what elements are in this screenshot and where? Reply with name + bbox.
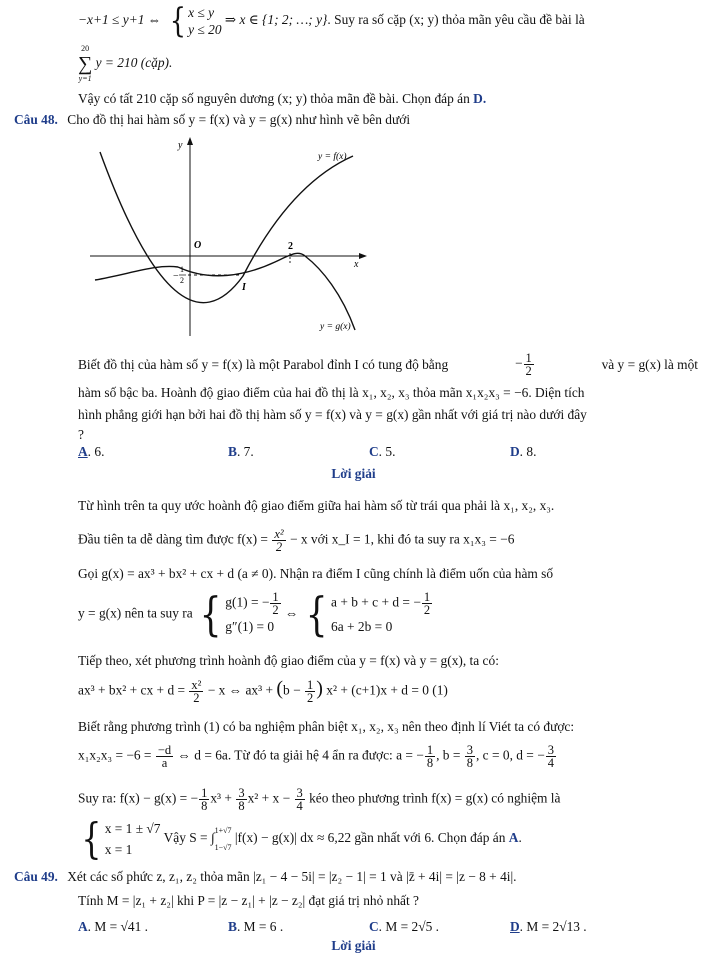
option-key: D xyxy=(510,919,520,934)
sol6-d: x² + (c+1)x + d = 0 (1) xyxy=(326,682,448,698)
option-text: . M = √41 . xyxy=(87,919,148,934)
q48-text-1 xyxy=(78,352,698,377)
sol8-b: ⇔ d = 6a. Từ đó ta giải hệ 4 ẩn ra được: a = − xyxy=(177,747,424,763)
option-key: B xyxy=(228,444,237,459)
curve-f xyxy=(100,152,353,303)
q48-option-d[interactable] xyxy=(510,443,536,461)
system-2-left: { g(1) = − $\frac{1}{2}$ g″(1) = 0 xyxy=(196,591,282,638)
sol-line-7 xyxy=(78,718,574,736)
y-axis-arrow xyxy=(187,137,193,145)
conclusion-answer: D. xyxy=(473,91,487,106)
sol-line-10: { x = 1 ± √7 x = 1 Vậy S = ∫ 1+√7 1−√7 |f(x) − g(x)| dx ≈ 6,22 gần nhất với 6. Chọn đáp án A. xyxy=(78,818,522,860)
curve-g-left xyxy=(95,266,178,280)
top-conclusion xyxy=(78,90,486,108)
integral-bounds: 1+√7 1−√7 xyxy=(214,826,232,852)
q48-text4: ? xyxy=(78,427,84,442)
q48-label: Câu 48. xyxy=(14,112,58,127)
label-origin: O xyxy=(194,240,202,251)
label-y: y xyxy=(178,140,183,151)
frac-3-4: $\frac{3}{4}$ xyxy=(296,786,303,813)
sys2-row: g″(1) = 0 xyxy=(225,619,275,634)
sol9-d: kéo theo phương trình f(x) = g(x) có nghiệm là xyxy=(309,790,561,806)
sum-lower: y=1 xyxy=(78,74,92,83)
sol6-b: − x ⇔ ax³ + xyxy=(207,682,273,698)
label-half-den: 2 xyxy=(180,276,184,285)
q48-text1-end: và y = g(x) là một xyxy=(601,356,698,372)
sol10-answer: A xyxy=(508,830,519,846)
option-key: D xyxy=(510,444,520,459)
option-text: . M = 2√13 . xyxy=(519,919,587,934)
system-1: { x ≤ y y ≤ 20 xyxy=(169,1,222,41)
sol8-c: , b = xyxy=(436,747,461,763)
q49-solution-title: Lời giải xyxy=(331,938,376,953)
sys2-row: a + b + c + d = − $\frac{1}{2}$ xyxy=(331,590,431,617)
sol6-a: ax³ + bx² + cx + d = xyxy=(78,682,186,698)
q48-text1-frac xyxy=(515,352,535,377)
top-end: . Suy ra số cặp (x; y) thỏa mãn yêu cầu đề bài là xyxy=(327,12,585,28)
frac-b: $\frac{3}{8}$ xyxy=(466,743,473,770)
sol9-b: x³ + xyxy=(210,790,232,806)
option-key: C xyxy=(369,444,379,459)
option-text: . 8. xyxy=(519,444,537,459)
sol8-a: x₁x₂x₃ = −6 = xyxy=(78,747,152,763)
q48-text-3 xyxy=(78,406,587,424)
sol2-a: Đầu tiên ta dễ dàng tìm được f(x) = xyxy=(78,531,268,547)
q49-option-b[interactable] xyxy=(228,918,283,936)
q49-option-a[interactable] xyxy=(78,918,148,936)
frac-x2-2: $\frac{\text{x²}}{2}$ xyxy=(274,527,284,554)
sol-line-3 xyxy=(78,565,553,583)
label-half-num: 1 xyxy=(180,265,184,274)
sol-line-8 xyxy=(78,744,557,769)
frac-3-8: $\frac{3}{8}$ xyxy=(238,786,245,813)
frac-a: $\frac{1}{8}$ xyxy=(426,743,434,770)
sol10-b: |f(x) − g(x)| dx ≈ 6,22 gần nhất với 6. Chọn đáp án xyxy=(234,830,506,846)
label-x: x xyxy=(354,259,359,270)
sys3-row: x = 1 ± √7 xyxy=(104,821,161,836)
top-ineq: −x+1 ≤ y+1 ⇔ xyxy=(78,12,162,28)
q49-option-c[interactable] xyxy=(369,918,439,936)
system-3: { x = 1 ± √7 x = 1 xyxy=(81,814,161,863)
frac-x2-2b: $\frac{\text{x²}}{2}$ xyxy=(191,678,202,705)
option-key: A xyxy=(78,919,88,934)
frac-half: $\frac{1}{2}$ xyxy=(525,351,532,378)
sol6-c: b − xyxy=(283,682,301,698)
top-mid: ⇒ x ∈ {1; 2; …; y} xyxy=(224,12,328,28)
sol4-a: y = g(x) nên ta suy ra xyxy=(78,605,193,621)
sol-line-6: ax³ + bx² + cx + d = $\frac{\text{x²}}{2}$ − x ⇔ ax³ + (b − $\frac{1}{2}$ ) x² + (c+1)x + d = 0 (1) xyxy=(78,677,448,705)
option-text: . 6. xyxy=(87,444,105,459)
system-1-row: x ≤ y xyxy=(188,5,215,20)
sol2-b: − x với x_I = 1, khi đó ta suy ra x₁x₃ = −6 xyxy=(289,531,515,547)
label-vertex: I xyxy=(242,282,246,293)
option-text: . 7. xyxy=(236,444,254,459)
q48-text-2 xyxy=(78,384,584,402)
sol5: Tiếp theo, xét phương trình hoành độ giao điểm của y = f(x) và y = g(x), ta có: xyxy=(78,653,499,668)
option-key: B xyxy=(228,919,237,934)
option-text: . M = 6 . xyxy=(236,919,284,934)
frac-1-8: $\frac{1}{8}$ xyxy=(201,786,208,813)
q48-option-c[interactable] xyxy=(369,443,395,461)
sum-upper: 20 xyxy=(81,44,90,53)
sum-symbol: 20 ∑ y=1 xyxy=(78,44,93,83)
q49-option-d[interactable] xyxy=(510,918,587,936)
x-axis-arrow xyxy=(359,253,367,259)
system-2-right: { a + b + c + d = − $\frac{1}{2}$ 6a + 2b = 0 xyxy=(302,591,433,638)
q49-line-2 xyxy=(78,892,419,910)
q49-stem: Xét các số phức z, z₁, z₂ thỏa mãn |z₁ − 4 − 5i| = |z₂ − 1| = 1 và |z̄ + 4i| = |z − 8 + 4i|. xyxy=(67,869,517,884)
sol-line-9 xyxy=(78,787,560,812)
top-line-1 xyxy=(78,1,698,41)
system-1-row: y ≤ 20 xyxy=(188,22,222,37)
sol-line-5 xyxy=(78,652,499,670)
sol9-c: x² + x − xyxy=(247,790,291,806)
option-key: C xyxy=(369,919,379,934)
q48-header xyxy=(14,111,410,129)
sys3-row: x = 1 xyxy=(104,842,133,857)
option-key: A xyxy=(78,444,88,459)
conclusion-text: Vậy có tất 210 cặp số nguyên dương (x; y) thỏa mãn đề bài. Chọn đáp án xyxy=(78,91,470,106)
q48-text1: Biết đồ thị của hàm số y = f(x) là một Parabol đỉnh I có tung độ bằng xyxy=(78,356,449,372)
sol8-d: , c = 0, d = − xyxy=(475,747,545,763)
q48-text2: hàm số bậc ba. Hoành độ giao điểm của hai đồ thị là x₁, x₂, x₃ thỏa mãn x₁x₂x₃ = −6. Diện tích xyxy=(78,385,585,400)
q48-option-a[interactable] xyxy=(78,443,104,461)
option-text: . M = 2√5 . xyxy=(378,919,439,934)
sol-line-4: y = g(x) nên ta suy ra { g(1) = − $\frac{1}{2}$ g″(1) = 0 ⇔ { a + b + c + d = − $\frac{1}{2}$ 6a + 2b = 0 xyxy=(78,591,433,638)
label-half-sign: − xyxy=(173,271,179,282)
q49-text2: Tính M = |z₁ + z₂| khi P = |z − z₁| + |z − z₂| đạt giá trị nhỏ nhất ? xyxy=(78,893,419,908)
frac-sign: − xyxy=(514,355,523,371)
frac-1-2: $\frac{1}{2}$ xyxy=(307,678,314,705)
sol7: Biết rằng phương trình (1) có ba nghiệm phân biệt x₁, x₂, x₃ nên theo định lí Viét ta có được: xyxy=(78,719,575,734)
sol3: Gọi g(x) = ax³ + bx² + cx + d (a ≠ 0). Nhận ra điểm I cũng chính là điểm uốn của hàm số xyxy=(78,566,554,581)
sum-line xyxy=(78,44,172,84)
label-g: y = g(x) xyxy=(320,322,351,332)
q49-label: Câu 49. xyxy=(14,869,58,884)
label-f: y = f(x) xyxy=(318,152,347,162)
q48-solution-title: Lời giải xyxy=(331,466,376,481)
q48-text-4 xyxy=(78,426,84,444)
q48-graph xyxy=(90,134,370,339)
sol9-a: Suy ra: f(x) − g(x) = − xyxy=(78,790,199,806)
sum-body: y = 210 (cặp). xyxy=(95,55,173,71)
q48-option-b[interactable] xyxy=(228,443,254,461)
q48-stem: Cho đồ thị hai hàm số y = f(x) và y = g(x) như hình vẽ bên dưới xyxy=(67,112,411,127)
frac-d-a: $\frac{-d}{a}$ xyxy=(157,743,172,770)
option-text: . 5. xyxy=(378,444,396,459)
sol1: Từ hình trên ta quy ước hoành độ giao điểm giữa hai hàm số từ trái qua phải là x₁, x₂, x₃. xyxy=(78,498,555,513)
q49-header xyxy=(14,868,517,886)
q48-text3: hình phẳng giới hạn bởi hai đồ thị hàm số y = f(x) và y = g(x) gần nhất với giá trị nào dưới đây xyxy=(78,407,587,422)
curve-g xyxy=(178,253,355,330)
sys2-row: g(1) = − $\frac{1}{2}$ xyxy=(225,590,279,617)
sol-line-2 xyxy=(78,528,514,553)
sol10-a: Vậy S = ∫ xyxy=(163,830,215,846)
label-two: 2 xyxy=(288,241,293,252)
frac-d: $\frac{3}{4}$ xyxy=(547,743,555,770)
sol-line-1 xyxy=(78,497,554,515)
sys2-row: 6a + 2b = 0 xyxy=(331,619,393,634)
